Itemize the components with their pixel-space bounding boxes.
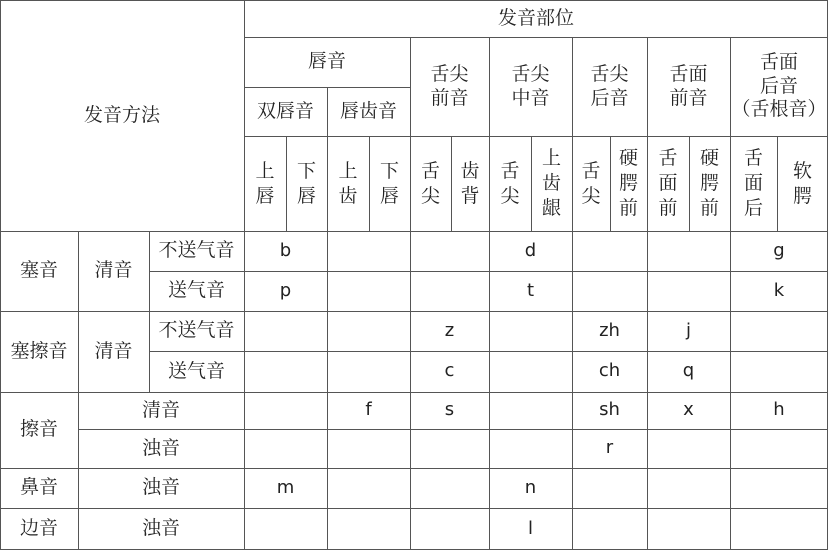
place-apical_front: 舌尖 前音 — [430, 62, 469, 109]
consonant-cell — [410, 508, 489, 550]
consonant-cell — [244, 508, 327, 550]
labial-bilabial: 双唇音 — [256, 99, 314, 122]
header-place: 发音部位 — [497, 6, 574, 29]
articulator-passive: 舌 尖 — [581, 159, 601, 207]
aspiration-label: 不送气音 — [158, 319, 235, 342]
consonant-cell — [410, 231, 489, 271]
consonant-cell: n — [524, 476, 537, 498]
consonant-cell — [489, 351, 572, 392]
voicing-label: 浊音 — [141, 436, 180, 459]
v-rule — [647, 37, 648, 550]
consonant-cell: ch — [598, 360, 621, 382]
v-rule — [410, 37, 411, 550]
consonant-cell — [572, 508, 647, 550]
v-rule — [286, 136, 287, 231]
voicing-label: 浊音 — [141, 517, 180, 540]
consonant-cell — [647, 231, 730, 271]
consonant-cell: h — [773, 399, 785, 421]
consonant-cell — [730, 351, 828, 392]
aspiration-label: 不送气音 — [158, 239, 235, 262]
articulator-passive: 舌 面 前 — [658, 147, 678, 219]
v-rule — [531, 136, 532, 231]
consonant-cell — [327, 271, 410, 311]
v-rule — [689, 136, 690, 231]
v-rule — [451, 136, 452, 231]
h-rule — [0, 311, 828, 312]
v-rule — [610, 136, 611, 231]
consonant-cell: sh — [599, 399, 620, 421]
consonant-cell: g — [773, 239, 785, 261]
consonant-cell — [244, 311, 327, 351]
consonant-cell — [730, 508, 828, 550]
consonant-cell — [489, 429, 572, 468]
consonant-cell — [327, 508, 410, 550]
place-labial: 唇音 — [307, 50, 346, 73]
articulator-active: 齿 背 — [460, 159, 480, 207]
h-rule — [0, 231, 828, 232]
articulator-active: 上 齿 龈 — [541, 147, 561, 219]
consonant-cell: t — [526, 279, 535, 301]
consonant-cell — [410, 468, 489, 508]
h-rule — [244, 37, 828, 38]
consonant-cell: f — [365, 399, 372, 421]
consonant-cell: x — [683, 399, 694, 421]
consonant-cell — [244, 351, 327, 392]
header-method: 发音方法 — [83, 103, 160, 126]
v-rule — [489, 37, 490, 550]
h-rule — [244, 136, 828, 137]
consonant-cell — [244, 392, 327, 429]
v-rule — [244, 0, 245, 550]
h-rule — [0, 392, 828, 393]
v-rule — [78, 231, 79, 550]
articulator-passive: 舌 尖 — [420, 159, 440, 207]
v-rule — [730, 37, 731, 550]
h-rule — [78, 429, 828, 430]
consonant-cell: j — [685, 319, 691, 341]
consonant-cell — [327, 231, 410, 271]
articulator-active: 下 唇 — [296, 159, 316, 207]
h-rule — [0, 508, 828, 509]
consonant-cell: r — [605, 437, 614, 459]
manner-label: 塞擦音 — [10, 339, 68, 362]
consonant-cell — [489, 311, 572, 351]
manner-label: 边音 — [19, 517, 58, 540]
consonant-cell — [730, 429, 828, 468]
manner-label: 塞音 — [19, 259, 58, 282]
manner-label: 擦音 — [19, 418, 58, 441]
articulator-passive: 舌 面 后 — [743, 147, 763, 219]
articulator-passive: 上 唇 — [255, 159, 275, 207]
articulator-passive: 舌 尖 — [500, 159, 520, 207]
consonant-cell — [327, 429, 410, 468]
place-dorsal_back: 舌面 后音 （舌根音） — [731, 50, 827, 121]
voicing-label: 浊音 — [141, 476, 180, 499]
place-apical_back: 舌尖 后音 — [590, 62, 629, 109]
consonant-cell — [327, 351, 410, 392]
consonant-cell — [647, 429, 730, 468]
articulator-passive: 上 齿 — [338, 159, 358, 207]
consonant-cell — [572, 231, 647, 271]
v-rule — [149, 231, 150, 392]
voicing-label: 清音 — [94, 339, 133, 362]
consonant-cell: l — [527, 517, 533, 539]
consonant-cell: z — [444, 319, 455, 341]
consonant-cell — [410, 271, 489, 311]
voicing-label: 清音 — [94, 259, 133, 282]
v-rule — [777, 136, 778, 231]
consonant-cell — [410, 429, 489, 468]
labial-labiodental: 唇齿音 — [339, 99, 397, 122]
consonant-cell: b — [279, 239, 292, 261]
consonant-cell: d — [524, 239, 537, 261]
consonant-cell: p — [279, 279, 292, 301]
voicing-label: 清音 — [141, 398, 180, 421]
articulator-active: 硬 腭 前 — [699, 147, 719, 219]
border-top — [0, 0, 828, 1]
consonant-cell — [572, 271, 647, 311]
v-rule — [369, 136, 370, 231]
manner-label: 鼻音 — [19, 476, 58, 499]
place-dorsal_front: 舌面 前音 — [669, 62, 708, 109]
consonant-cell — [730, 311, 828, 351]
consonant-cell — [327, 311, 410, 351]
consonant-cell — [647, 468, 730, 508]
consonant-cell: s — [444, 399, 455, 421]
consonant-cell — [730, 468, 828, 508]
consonant-cell: k — [773, 279, 785, 301]
consonant-cell — [572, 468, 647, 508]
place-apical_mid: 舌尖 中音 — [511, 62, 550, 109]
consonant-cell: zh — [599, 319, 620, 341]
consonant-cell — [489, 392, 572, 429]
consonant-cell: q — [682, 360, 695, 382]
consonant-cell — [647, 271, 730, 311]
aspiration-label: 送气音 — [167, 359, 225, 382]
consonant-cell — [327, 468, 410, 508]
articulator-active: 下 唇 — [379, 159, 399, 207]
consonant-cell: m — [276, 476, 295, 498]
v-rule — [572, 37, 573, 550]
articulator-active: 硬 腭 前 — [618, 147, 638, 219]
articulator-active: 软 腭 — [792, 159, 812, 207]
v-rule — [327, 87, 328, 550]
consonant-cell — [244, 429, 327, 468]
aspiration-label: 送气音 — [167, 279, 225, 302]
consonant-cell — [647, 508, 730, 550]
consonant-cell: c — [444, 360, 455, 382]
h-rule — [0, 468, 828, 469]
